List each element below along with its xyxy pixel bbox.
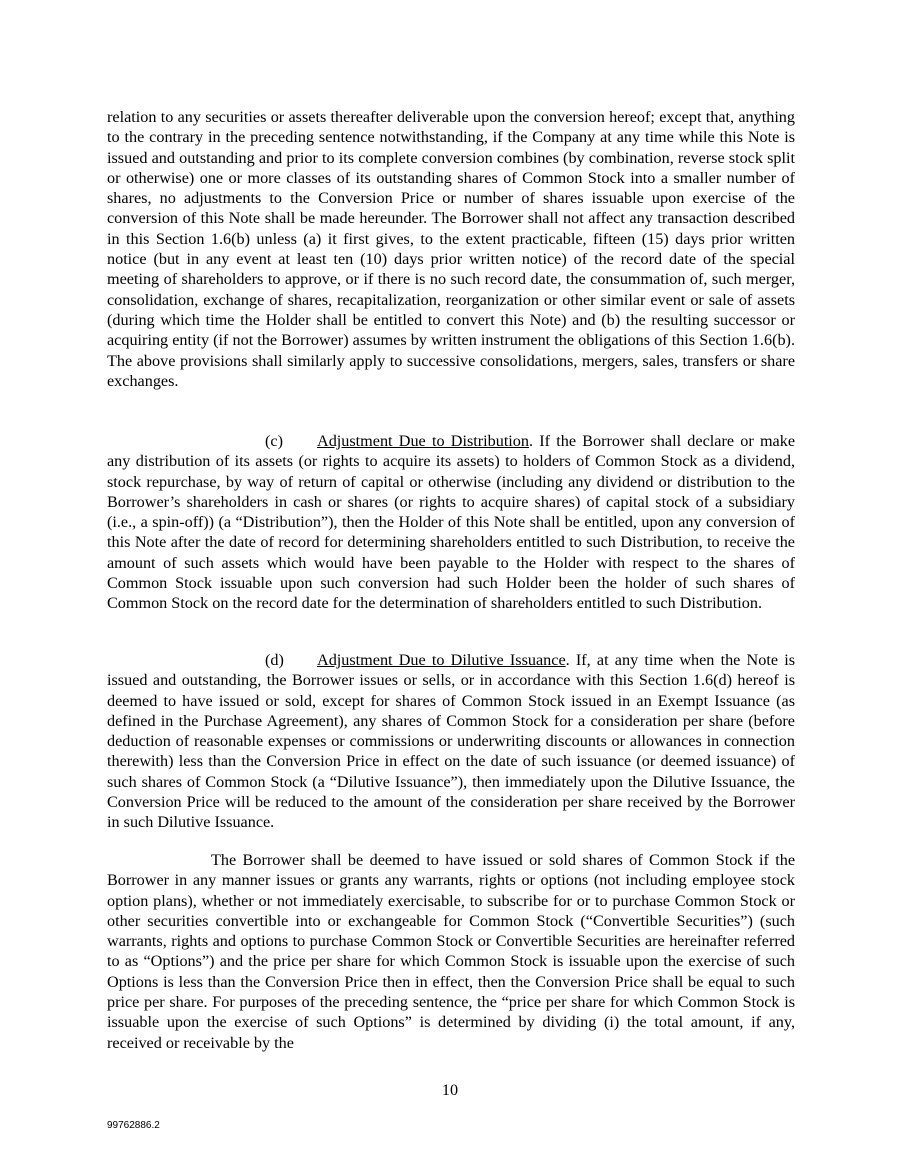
paragraph-deemed-issuance: [107, 850, 795, 1053]
paragraph-continuation: [107, 107, 795, 391]
section-label: (d): [265, 651, 284, 669]
section-heading: Adjustment Due to Dilutive Issuance: [317, 651, 566, 669]
section-heading: Adjustment Due to Distribution: [317, 432, 529, 450]
paragraph-text: . If, at any time when the Note is issued and outstanding, the Borrower issues or sells, or in accordance with this Section 1.6(d) hereof is deemed to have issued or sold, except for shares of Common Stock issued in an Exempt Issuance (as defined in the Purchase Agreement), any shares of Common Stock for a consideration per share (before deduction of reasonable expenses or commissions or underwriting discounts or allowances in connection therewith) less than the Conversion Price in effect on the date of such issuance (or deemed issuance) of such shares of Common Stock (a “Dilutive Issuance”), then immediately upon the Dilutive Issuance, the Conversion Price will be reduced to the amount of the consideration per share received by the Borrower in such Dilutive Issuance.: [107, 651, 795, 832]
paragraph-text: . If the Borrower shall declare or make any distribution of its assets (or rights to acquire its assets) to holders of Common Stock as a dividend, stock repurchase, by way of return of capital or otherwise (including any dividend or distribution to the Borrower’s shareholders in cash or shares (or rights to acquire shares) of capital stock of a subsidiary (i.e., a spin-off)) (a “Distribution”), then the Holder of this Note shall be entitled, upon any conversion of this Note after the date of record for determining shareholders entitled to such Distribution, to receive the amount of such assets which would have been payable to the Holder with respect to the shares of Common Stock issuable upon such conversion had such Holder been the holder of such shares of Common Stock on the record date for the determination of shareholders entitled to such Distribution.: [107, 432, 795, 613]
paragraph-text: The Borrower shall be deemed to have issued or sold shares of Common Stock if the Borrower in any manner issues or grants any warrants, rights or options (not including employee stock option plans), whether or not immediately exercisable, to subscribe for or to purchase Common Stock or other securities convertible into or exchangeable for Common Stock (“Convertible Securities”) (such warrants, rights and options to purchase Common Stock or Convertible Securities are hereinafter referred to as “Options”) and the price per share for which Common Stock is issuable upon the exercise of such Options is less than the Conversion Price then in effect, then the Conversion Price shall be equal to such price per share. For purposes of the preceding sentence, the “price per share for which Common Stock is issuable upon the exercise of such Options” is determined by dividing (i) the total amount, if any, received or receivable by the: [107, 851, 795, 1052]
document-id: 99762886.2: [107, 1120, 160, 1131]
page-number: 10: [441, 1081, 459, 1099]
paragraph-text: relation to any securities or assets thereafter deliverable upon the conversion hereof; except that, anything to the contrary in the preceding sentence notwithstanding, if the Company at any time while this Note is issued and outstanding and prior to its complete conversion combines (by combination, reverse stock split or otherwise) one or more classes of its outstanding shares of Common Stock into a smaller number of shares, no adjustments to the Conversion Price or number of shares issuable upon exercise of the conversion of this Note shall be made hereunder. The Borrower shall not affect any transaction described in this Section 1.6(b) unless (a) it first gives, to the extent practicable, fifteen (15) days prior written notice (but in any event at least ten (10) days prior written notice) of the record date of the special meeting of shareholders to approve, or if there is no such record date, the consummation of, such merger, consolidation, exchange of shares, recapitalization, reorganization or other similar event or sale of assets (during which time the Holder shall be entitled to convert this Note) and (b) the resulting successor or acquiring entity (if not the Borrower) assumes by written instrument the obligations of this Section 1.6(b). The above provisions shall similarly apply to successive consolidations, mergers, sales, transfers or share exchanges.: [107, 108, 795, 390]
paragraph-section-c: [107, 431, 795, 614]
paragraph-section-d: [107, 650, 795, 833]
section-label: (c): [265, 432, 283, 450]
